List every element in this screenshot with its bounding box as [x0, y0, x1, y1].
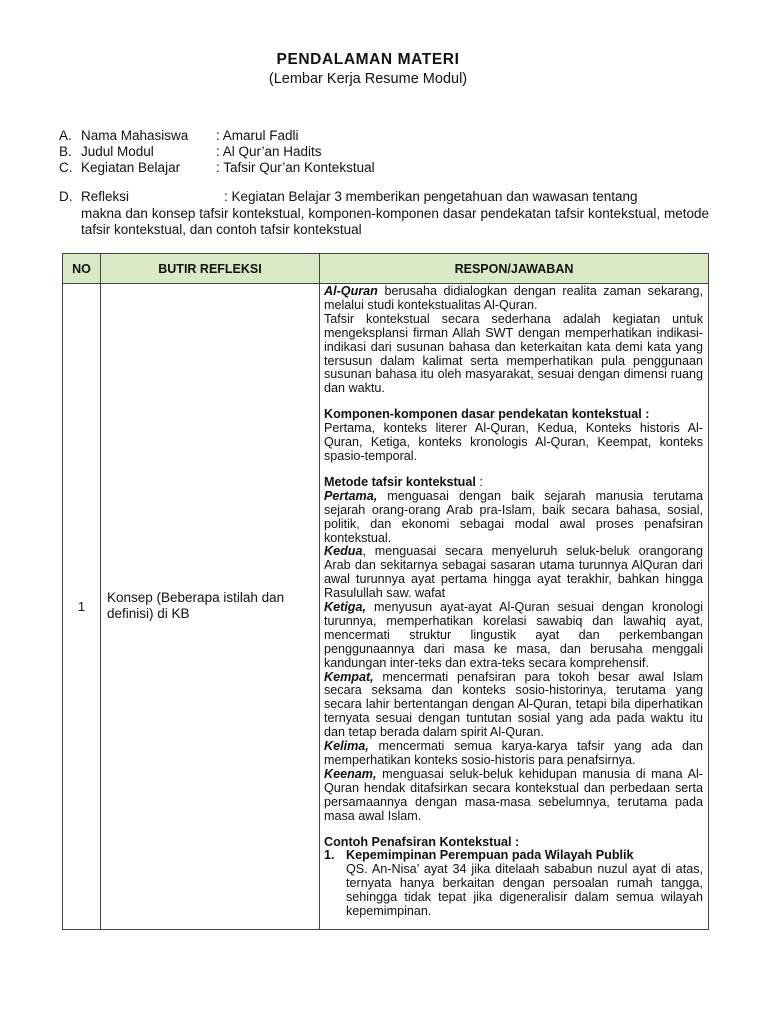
contoh-text: QS. An-Nisa’ ayat 34 jika ditelaah sababun nuzul ayat di atas, ternyata hanya berkaitan dengan persoalan rumah tangga, sehingga tidak tepat jika digeneralisir dalam semua wilayah kepemimpinan. [346, 862, 703, 919]
metode-item [324, 545, 703, 601]
metode-colon: : [475, 474, 483, 489]
contoh-item [324, 849, 703, 863]
reflection-first-line: : Kegiatan Belajar 3 memberikan pengetahuan dan wawasan tentang [224, 189, 638, 204]
document-subtitle: (Lembar Kerja Resume Modul) [268, 71, 468, 87]
row-butir: Konsep (Beberapa istilah dan definisi) di KB [101, 284, 320, 930]
metode-item-text: menyusun ayat-ayat Al-Quran sesuai dengan kronologi turunnya, memperhatikan korelasi sawabiq dan lawahiq ayat, mencermati struktur lingustik ayat dan perkembangan penggunaannya dari masa ke masa, dan berusaha menggali kandungan inter-teks dan extra-teks secara komprehensif. [324, 600, 703, 670]
komponen-heading: Komponen-komponen dasar pendekatan kontekstual : [324, 407, 650, 422]
metode-item-lead: Kelima, [324, 739, 369, 754]
metode-item-text: , menguasai secara menyeluruh seluk-beluk orangorang Arab dan sekitarnya sebagai sasaran utama turunnya AlQuran dari awal turunnya ayat pertama hingga ayat terakhir, bahkan hingga Rasulullah saw. wafat [324, 544, 703, 601]
header-no: NO [63, 254, 101, 284]
metode-item-text: menguasai dengan baik sejarah manusia terutama sejarah orang-orang Arab pra-Islam, baik secara bahasa, sosial, politik, dan ekonomi sebagai modal awal proses penafsiran kontekstual. [324, 488, 703, 545]
info-key: B. [59, 144, 72, 159]
komponen-text: Pertama, konteks literer Al-Quran, Kedua, Konteks historis Al-Quran, Ketiga, konteks kronologis Al-Quran, Keempat, konteks spasio-temporal. [324, 421, 703, 463]
metode-item-lead: Keenam, [324, 766, 377, 781]
info-label: Kegiatan Belajar [81, 160, 181, 175]
intro-bold: Al-Quran [324, 284, 378, 298]
metode-item [324, 768, 703, 824]
info-value: : Tafsir Qur’an Kontekstual [216, 160, 375, 175]
contoh-heading: Contoh Penafsiran Kontekstual : [324, 834, 520, 849]
metode-item-text: mencermati penafsiran para tokoh besar awal Islam secara seksama dan konteks sosio-historinya, terutama yang secara lahir bertentangan dengan Al-Quran, tetapi bila diperhatikan ternyata sesuai dengan tuntutan sosial yang ada pada waktu itu dan tetap berada dalam spirit Al-Quran. [324, 669, 703, 740]
info-key: C. [59, 160, 73, 175]
contoh-number: 1. [324, 848, 335, 863]
info-value: : Al Qur’an Hadits [216, 144, 322, 159]
header-butir: BUTIR REFLEKSI [101, 254, 320, 284]
row-number: 1 [63, 284, 101, 930]
info-label: Nama Mahasiswa [81, 128, 189, 143]
info-label: Judul Modul [81, 144, 154, 159]
metode-heading: Metode tafsir kontekstual [324, 474, 476, 489]
metode-item-lead: Pertama, [324, 488, 378, 503]
metode-item [324, 601, 703, 671]
definition-paragraph: Tafsir kontekstual secara sederhana adalah kegiatan untuk mengeksplansi firman Allah SWT dengan memperhatikan indikasi-indikasi dari susunan bahasa dan keterkaitan kata demi kata yang tersusun dalam kalimat serta memperhatikan pula penggunaan susunan bahasa itu oleh masyarakat, sesuai dengan dimensi ruang dan waktu. [324, 311, 703, 396]
table-header-row [63, 254, 709, 284]
reflection-table [62, 253, 709, 930]
info-key: A. [59, 128, 72, 143]
table-row [63, 284, 709, 930]
info-value: : Amarul Fadli [216, 128, 299, 143]
row-response [320, 284, 709, 930]
intro-text: berusaha didialogkan dengan realita zaman sekarang, melalui studi kontekstualitas Al-Quran. [324, 284, 703, 312]
reflection-key: D. [59, 189, 73, 204]
metode-item [324, 490, 703, 546]
intro-paragraph [324, 285, 703, 313]
reflection-label: Refleksi [81, 189, 130, 204]
metode-item-text: menguasai seluk-beluk kehidupan manusia di mana Al-Quran hendak ditafsirkan secara kontekstual dan perbedaan serta persamaannya dengan masa-masa sebelumnya, terutama pada masa awal Islam. [324, 766, 703, 823]
contoh-title: Kepemimpinan Perempuan pada Wilayah Publik [346, 848, 634, 863]
metode-item-lead: Kempat, [324, 669, 374, 684]
metode-item-text: mencermati semua karya-karya tafsir yang ada dan memperhatikan konteks sosio-historis para penafsirnya. [324, 739, 703, 767]
header-respon: RESPON/JAWABAN [320, 254, 709, 284]
metode-item [324, 671, 703, 741]
metode-item [324, 740, 703, 768]
document-title: PENDALAMAN MATERI [276, 51, 460, 68]
metode-item-lead: Ketiga, [324, 600, 366, 615]
reflection-continuation: makna dan konsep tafsir kontekstual, komponen-komponen dasar pendekatan tafsir kontekstual, metode tafsir kontekstual, dan contoh tafsir kontekstual [81, 205, 709, 237]
metode-item-lead: Kedua [324, 544, 363, 559]
